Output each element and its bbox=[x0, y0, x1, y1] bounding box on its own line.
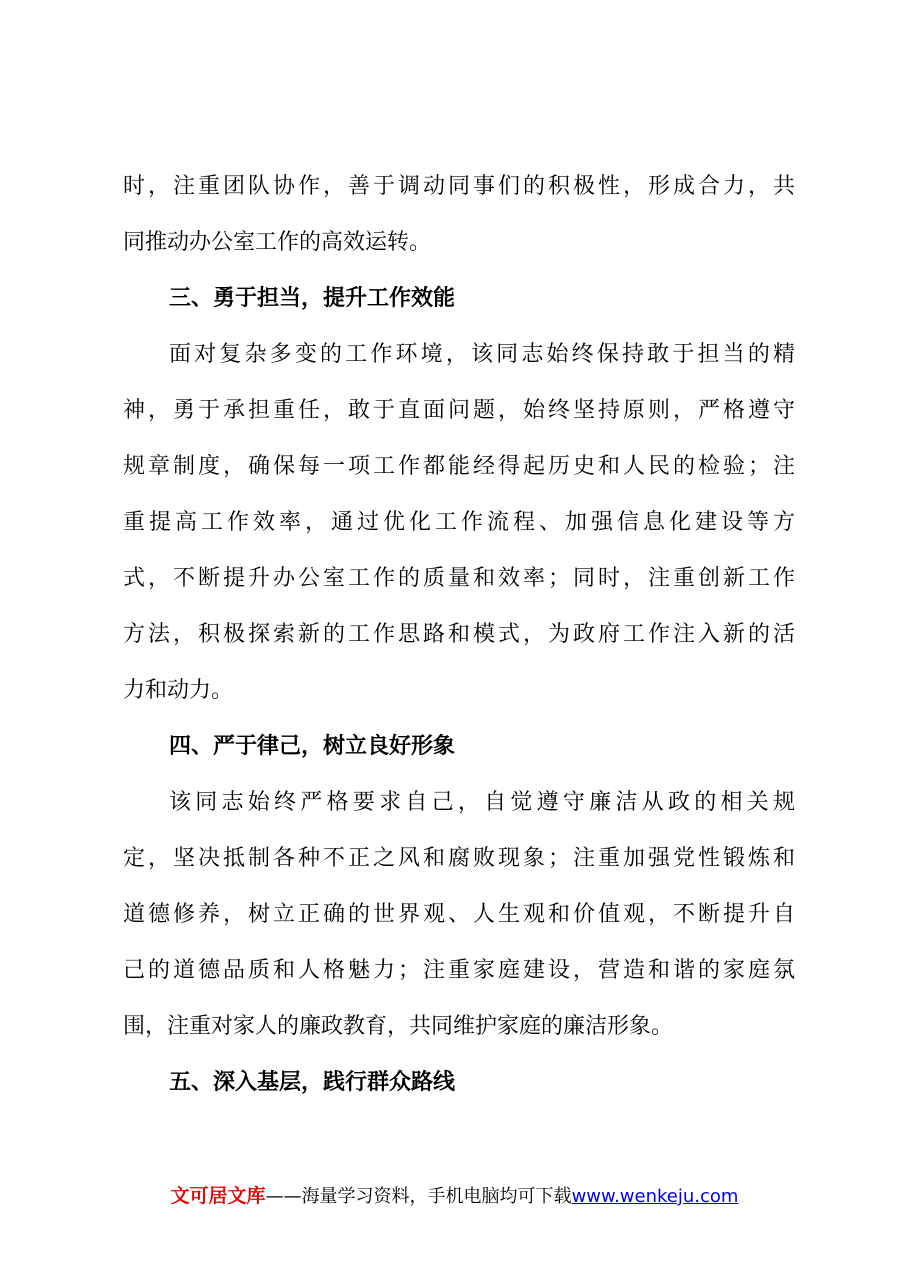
paragraph-line: 时，注重团队协作，善于调动同事们的积极性，形成合力，共 bbox=[123, 174, 795, 199]
footer-website-link[interactable]: www.wenkeju.com bbox=[571, 1186, 739, 1207]
paragraph-line: 式，不断提升办公室工作的质量和效率；同时，注重创新工作 bbox=[123, 566, 795, 591]
paragraph-line: 力和动力。 bbox=[123, 678, 234, 703]
section-heading: 五、深入基层，践行群众路线 bbox=[169, 1070, 456, 1095]
paragraph-line: 己的道德品质和人格魅力；注重家庭建设，营造和谐的家庭氛 bbox=[123, 958, 795, 983]
footer-tagline: ——海量学习资料，手机电脑均可下载 bbox=[265, 1186, 572, 1207]
paragraph-line: 面对复杂多变的工作环境，该同志始终保持敢于担当的精 bbox=[169, 342, 795, 367]
section-heading: 四、严于律己，树立良好形象 bbox=[169, 734, 456, 759]
paragraph-line: 道德修养，树立正确的世界观、人生观和价值观，不断提升自 bbox=[123, 902, 795, 927]
paragraph-line: 围，注重对家人的廉政教育，共同维护家庭的廉洁形象。 bbox=[123, 1014, 674, 1039]
footer-banner bbox=[0, 1181, 909, 1212]
paragraph-line: 方法，积极探索新的工作思路和模式，为政府工作注入新的活 bbox=[123, 622, 795, 647]
paragraph-line: 规章制度，确保每一项工作都能经得起历史和人民的检验；注 bbox=[123, 454, 795, 479]
section-heading: 三、勇于担当，提升工作效能 bbox=[169, 286, 456, 311]
paragraph-line: 神，勇于承担重任，敢于直面问题，始终坚持原则，严格遵守 bbox=[123, 398, 795, 423]
paragraph-line: 该同志始终严格要求自己，自觉遵守廉洁从政的相关规 bbox=[169, 790, 795, 815]
paragraph-line: 定，坚决抵制各种不正之风和腐败现象；注重加强党性锻炼和 bbox=[123, 846, 795, 871]
footer-brand: 文可居文库 bbox=[170, 1185, 266, 1207]
paragraph-line: 同推动办公室工作的高效运转。 bbox=[123, 230, 432, 255]
document-body bbox=[123, 159, 795, 1111]
paragraph-line: 重提高工作效率，通过优化工作流程、加强信息化建设等方 bbox=[123, 510, 795, 535]
